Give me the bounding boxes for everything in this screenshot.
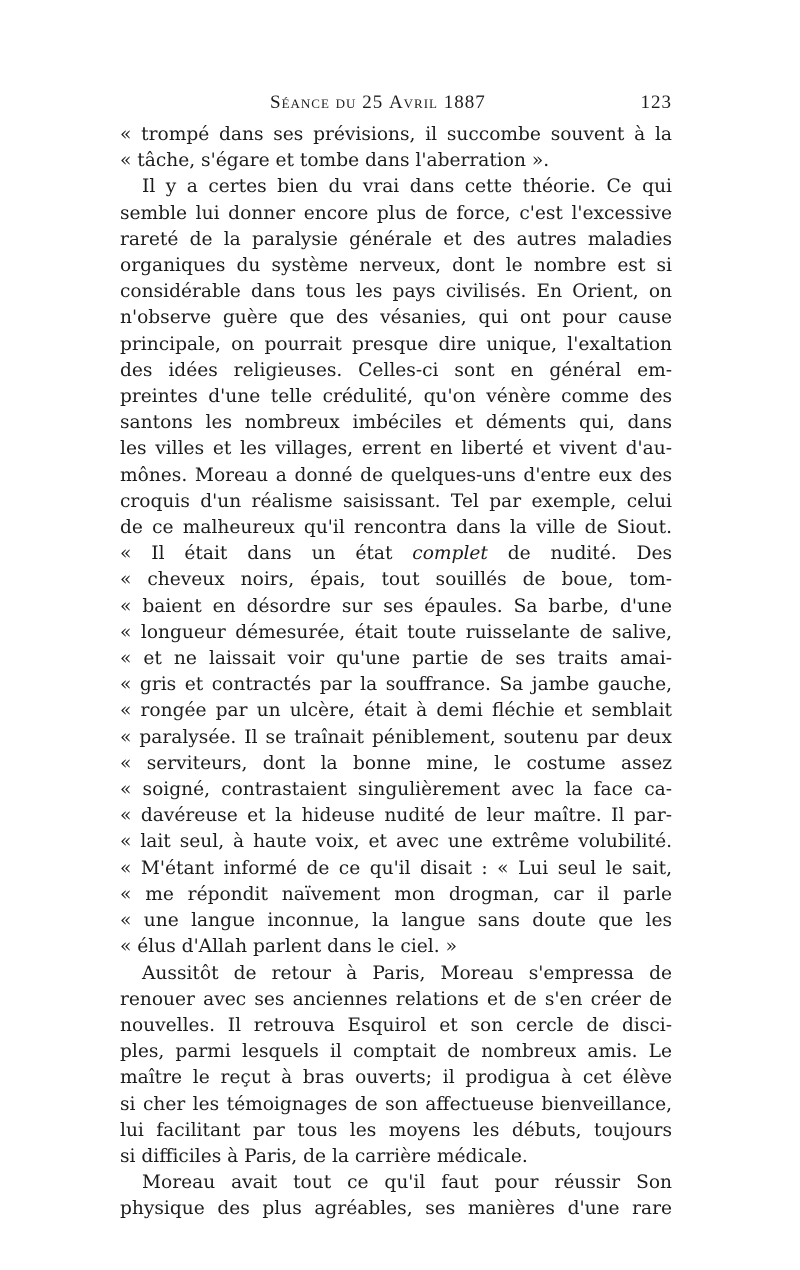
running-title [270,92,486,114]
text-line: « cheveux noirs, épais, tout souillés de boue, tom- [120,569,672,591]
text-line: croquis d'un réalisme saisissant. Tel par exemple, celui [120,490,672,512]
text-line: santons les nombreux imbéciles et déments qui, dans [120,412,672,434]
text-line: preintes d'une telle crédulité, qu'on vénère comme des [120,386,672,408]
text-line: « gris et contractés par la souffrance. Sa jambe gauche, [120,674,672,696]
text-line: « rongée par un ulcère, était à demi fléchie et semblait [120,700,672,722]
body-text [120,122,672,1223]
text-line: « baient en désordre sur ses épaules. Sa barbe, d'une [120,595,672,617]
text-line: principale, on pourrait presque dire unique, l'exaltation [120,333,672,355]
text-line: « trompé dans ses prévisions, il succombe souvent à la [120,124,672,145]
text-line: maître le reçut à bras ouverts; il prodigua à cet élève [120,1067,672,1089]
text-line: Aussitôt de retour à Paris, Moreau s'empressa de [142,962,672,984]
text-line: des idées religieuses. Celles-ci sont en général em- [120,359,672,381]
text-line-segment: « Il était dans un état [120,543,413,565]
text-line: lui facilitant par tous les moyens les débuts, toujours [120,1119,672,1141]
text-line [120,541,672,567]
running-title-year: 1887 [443,92,486,113]
text-line: si difficiles à Paris, de la carrière médicale. [120,1145,528,1167]
text-line: Il y a certes bien du vrai dans cette théorie. Ce qui [142,176,672,198]
text-line: « M'étant informé de ce qu'il disait : « Lui seul le sait, [120,857,672,879]
text-line: n'observe guère que des vésanies, qui ont pour cause [120,307,672,329]
text-line: renouer avec ses anciennes relations et de s'en créer de [120,988,672,1010]
text-line-segment: de nudité. Des [487,543,672,565]
text-line: « tâche, s'égare et tombe dans l'aberration ». [120,150,550,172]
text-line: « une langue inconnue, la langue sans doute que les [120,910,672,932]
text-line: rareté de la paralysie générale et des autres maladies [120,228,672,250]
italic-word: complet [412,543,488,565]
running-title-month: Avril [388,92,438,113]
text-line: « longueur démesurée, était toute ruisselante de salive, [120,621,672,643]
text-line: organiques du système nerveux, dont le nombre est si [120,255,672,277]
running-title-session: Séance du [270,92,357,113]
text-line: les villes et les villages, errent en liberté et vivent d'au- [120,438,672,460]
text-line: si cher les témoignages de son affectueuse bienveillance, [120,1093,672,1115]
text-line: physique des plus agréables, ses manières d'une rare [120,1198,672,1220]
text-line: nouvelles. Il retrouva Esquirol et son cercle de disci- [120,1014,672,1036]
text-line: mônes. Moreau a donné de quelques-uns d'entre eux des [120,464,672,486]
running-header [120,92,672,122]
text-line: « et ne laissait voir qu'une partie de ses traits amai- [120,648,672,670]
text-line: « paralysée. Il se traînait péniblement, soutenu par deux [120,726,672,748]
page-number: 123 [640,92,672,113]
book-page [120,92,672,1223]
text-line: considérable dans tous les pays civilisés. En Orient, on [120,281,672,303]
text-line: Moreau avait tout ce qu'il faut pour réussir Son [142,1172,672,1194]
text-line: de ce malheureux qu'il rencontra dans la ville de Siout. [120,517,672,539]
text-line: semble lui donner encore plus de force, c'est l'excessive [120,202,672,224]
text-line: « davéreuse et la hideuse nudité de leur maître. Il par- [120,805,672,827]
running-title-day: 25 [362,92,384,113]
text-line: « élus d'Allah parlent dans le ciel. » [120,936,457,958]
text-line: « me répondit naïvement mon drogman, car il parle [120,883,672,905]
text-line: « serviteurs, dont la bonne mine, le costume assez [120,752,672,774]
text-line: « soigné, contrastaient singulièrement avec la face ca- [120,779,672,801]
text-line: « lait seul, à haute voix, et avec une extrême volubilité. [120,831,672,853]
text-line: ples, parmi lesquels il comptait de nombreux amis. Le [120,1041,672,1063]
